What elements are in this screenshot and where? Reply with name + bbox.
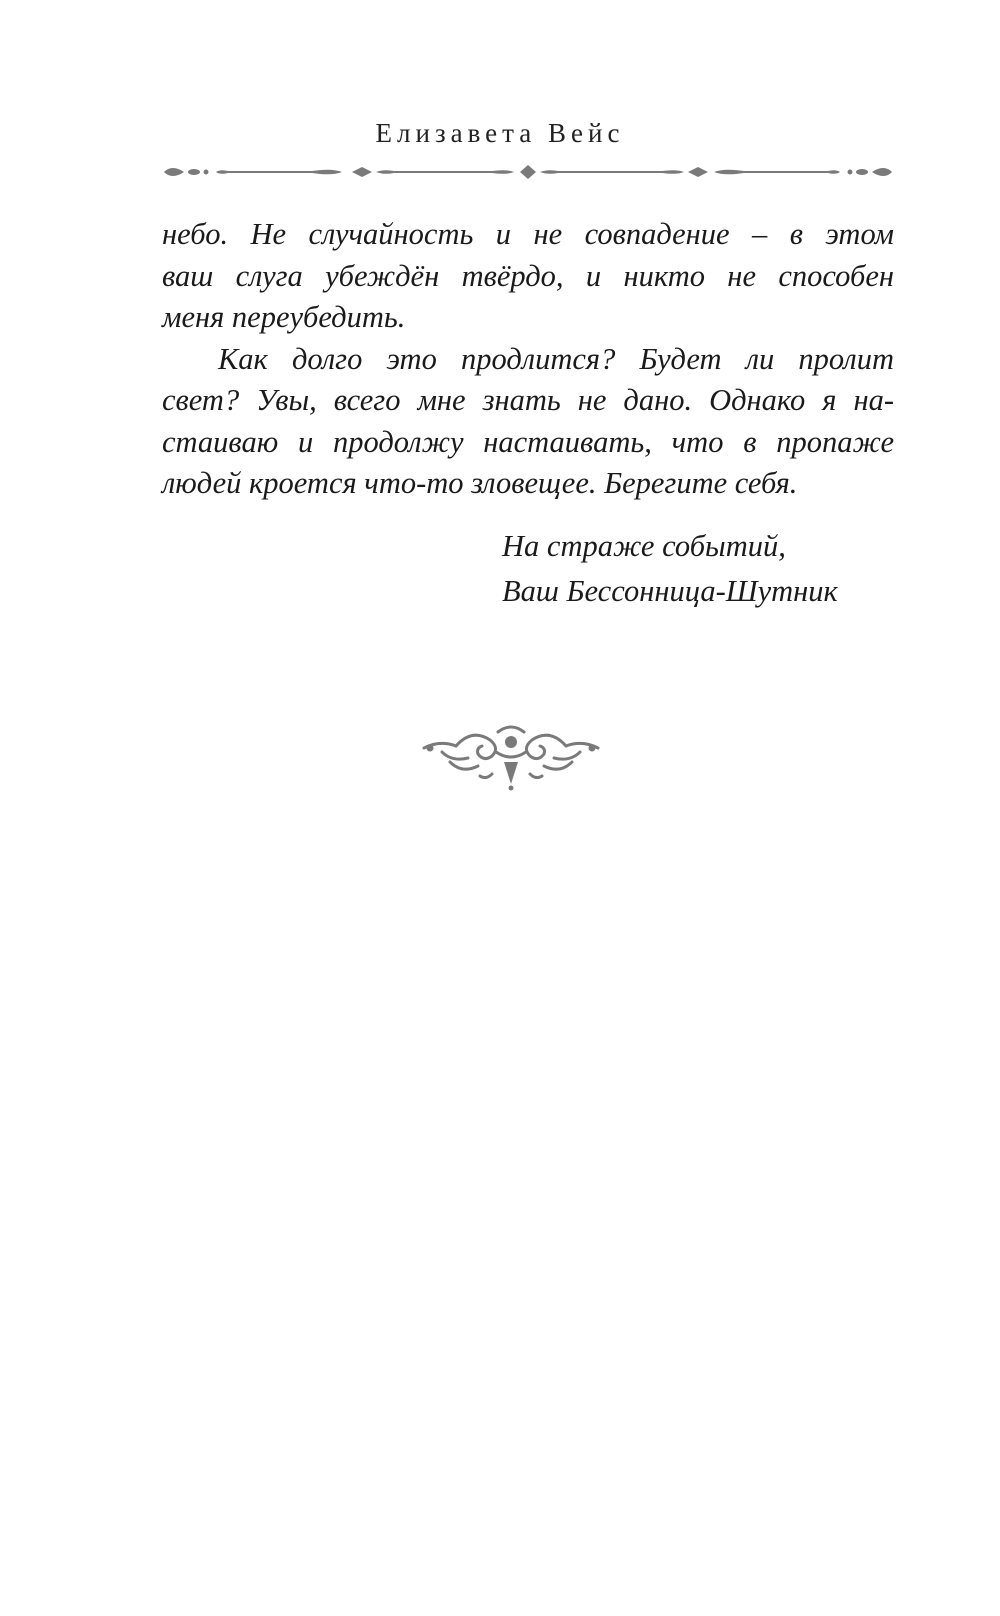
letter-signature	[502, 524, 838, 614]
body-line: Как долго это продлится? Будет ли пролит	[218, 341, 894, 376]
closing-ornament-icon	[420, 718, 602, 792]
body-line: ваш слуга убеждён твёрдо, и никто не способен	[162, 258, 894, 293]
signature-line-1: На страже событий,	[502, 529, 786, 563]
body-line: людей кроется что-то зловещее. Берегите себя.	[162, 466, 798, 500]
body-line: небо. Не случайность и не совпадение – в этом	[162, 217, 894, 251]
letter-body	[162, 214, 894, 505]
body-line: меня переубедить.	[162, 300, 406, 334]
running-head-title: Елизавета Вейс	[375, 118, 625, 148]
body-line: стаиваю и продолжу настаивать, что в пропаже	[162, 424, 894, 459]
header-ornamental-rule	[162, 160, 894, 184]
signature-line-2: Ваш Бессонница-Шутник	[502, 574, 838, 608]
body-line: свет? Увы, всего мне знать не дано. Однако я на-	[162, 383, 894, 417]
